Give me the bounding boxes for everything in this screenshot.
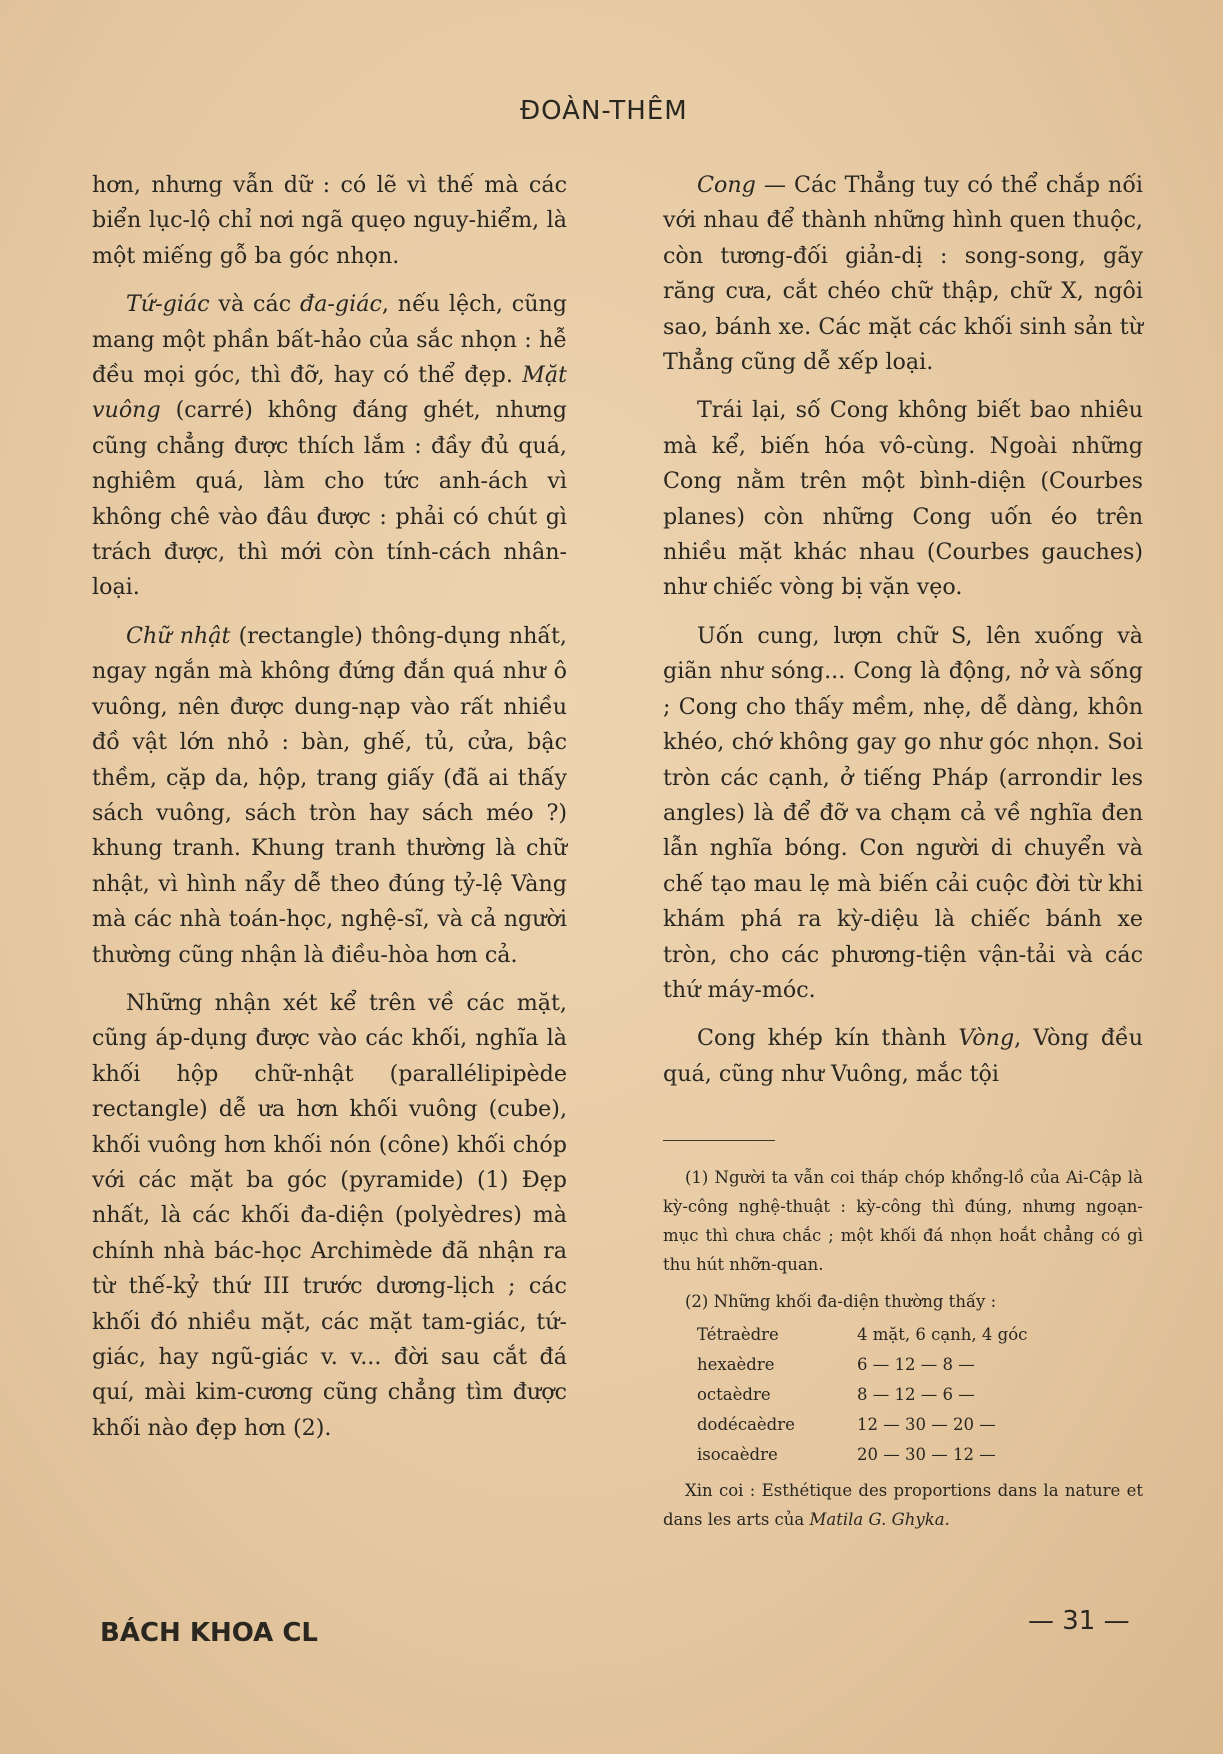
right-column: [663, 168, 1143, 1534]
italic-term: Tứ-giác: [126, 291, 210, 318]
paragraph: hơn, nhưng vẫn dữ : có lẽ vì thế mà các biển lục-lộ chỉ nơi ngã quẹo nguy-hiểm, là một miếng gỗ ba góc nhọn.: [92, 172, 567, 269]
table-row: octaèdre 8 — 12 — 6 —: [697, 1385, 975, 1405]
left-column: [92, 168, 567, 1446]
publication-name: BÁCH KHOA CL: [100, 1618, 318, 1648]
footnote-2-intro: (2) Những khối đa-diện thường thấy :: [685, 1292, 997, 1312]
paragraph: Cong — Các Thẳng tuy có thể chắp nối với nhau để thành những hình quen thuộc, còn tương-đối giản-dị : song-song, gãy răng cưa, cắt chéo chữ thập, chữ X, ngôi sao, bánh xe. Các mặt các khối sinh sản từ Thẳng cũng dễ xếp loại.: [663, 172, 1143, 376]
polyhedra-table: [697, 1320, 1062, 1470]
page-number: — 31 —: [1028, 1606, 1130, 1636]
italic-term: Chữ nhật: [126, 622, 231, 649]
italic-term: Cong: [697, 172, 756, 198]
footnote-divider: [663, 1140, 775, 1141]
table-row: dodécaèdre 12 — 30 — 20 —: [697, 1415, 996, 1435]
paragraph: Những nhận xét kể trên về các mặt, cũng áp-dụng được vào các khối, nghĩa là khối hộp chữ-nhật (parallélipipède rectangle) dễ ưa hơn khối vuông (cube), khối vuông hơn khối nón (cône) khối chóp với các mặt ba góc (pyramide) (1) Đẹp nhất, là các khối đa-diện (polyèdres) mà chính nhà bác-học Archimède đã nhận ra từ thế-kỷ thứ III trước dương-lịch ; các khối đó nhiều mặt, các mặt tam-giác, tứ-giác, hay ngũ-giác v. v... đời sau cắt đá quí, mài kim-cương cũng chẳng tìm được khối nào đẹp hơn (2).: [92, 989, 567, 1441]
paragraph: Tứ-giác và các đa-giác, nếu lệch, cũng mang một phần bất-hảo của sắc nhọn : hễ đều mọi góc, thì đỡ, hay có thể đẹp. Mặt vuông (carré) không đáng ghét, nhưng cũng chẳng được thích lắm : đầy đủ quá, nghiêm quá, làm cho tức anh-ách vì không chê vào đâu được : phải có chút gì trách được, thì mới còn tính-cách nhân-loại.: [92, 291, 567, 601]
footnote-reference: Xin coi : Esthétique des proportions dans la nature et dans les arts của Matila G. Ghyka.: [663, 1481, 1143, 1530]
italic-term: Vòng: [958, 1025, 1015, 1052]
running-header: ĐOÀN-THÊM: [520, 96, 688, 126]
author-name: Matila G. Ghyka.: [809, 1510, 950, 1530]
paragraph: Trái lại, số Cong không biết bao nhiêu mà kể, biến hóa vô-cùng. Ngoài những Cong nằm trên một bình-diện (Courbes planes) còn những Cong uốn éo trên nhiều mặt khác nhau (Courbes gauches) như chiếc vòng bị vặn vẹo.: [663, 397, 1143, 601]
table-row: hexaèdre 6 — 12 — 8 —: [697, 1355, 975, 1375]
table-row: Tétraèdre 4 mặt, 6 cạnh, 4 góc: [697, 1325, 1028, 1345]
italic-term: Mặt vuông: [92, 362, 567, 424]
table-row: isocaèdre 20 — 30 — 12 —: [697, 1445, 996, 1465]
footnote-1: (1) Người ta vẫn coi tháp chóp khổng-lồ của Ai-Cập là kỳ-công nghệ-thuật : kỳ-công thì đúng, nhưng ngoạn-mục thì chưa chắc ; một khối đá nhọn hoắt chẳng có gì thu hút nhỡn-quan.: [663, 1168, 1143, 1275]
paragraph: Cong khép kín thành Vòng, Vòng đều quá, cũng như Vuông, mắc tội: [663, 1025, 1143, 1087]
paragraph: Uốn cung, lượn chữ S, lên xuống và giãn như sóng... Cong là động, nở và sống ; Cong cho thấy mềm, nhẹ, dễ dàng, khôn khéo, chớ không gay go như góc nhọn. Soi tròn các cạnh, ở tiếng Pháp (arrondir les angles) là để đỡ va chạm cả về nghĩa đen lẫn nghĩa bóng. Con người di chuyển và chế tạo mau lẹ mà biến cải cuộc đời từ khi khám phá ra kỳ-diệu là chiếc bánh xe tròn, cho các phương-tiện vận-tải và các thứ máy-móc.: [663, 622, 1143, 1003]
italic-term: đa-giác: [300, 291, 382, 318]
paragraph: Chữ nhật (rectangle) thông-dụng nhất, ngay ngắn mà không đứng đắn quá như ô vuông, nên được dung-nạp vào rất nhiều đồ vật lớn nhỏ : bàn, ghế, tủ, cửa, bậc thềm, cặp da, hộp, trang giấy (đã ai thấy sách vuông, sách tròn hay sách méo ?) khung tranh. Khung tranh thường là chữ nhật, vì hình nẩy dễ theo đúng tỷ-lệ Vàng mà các nhà toán-học, nghệ-sĩ, và cả người thường cũng nhận là điều-hòa hơn cả.: [92, 622, 567, 968]
